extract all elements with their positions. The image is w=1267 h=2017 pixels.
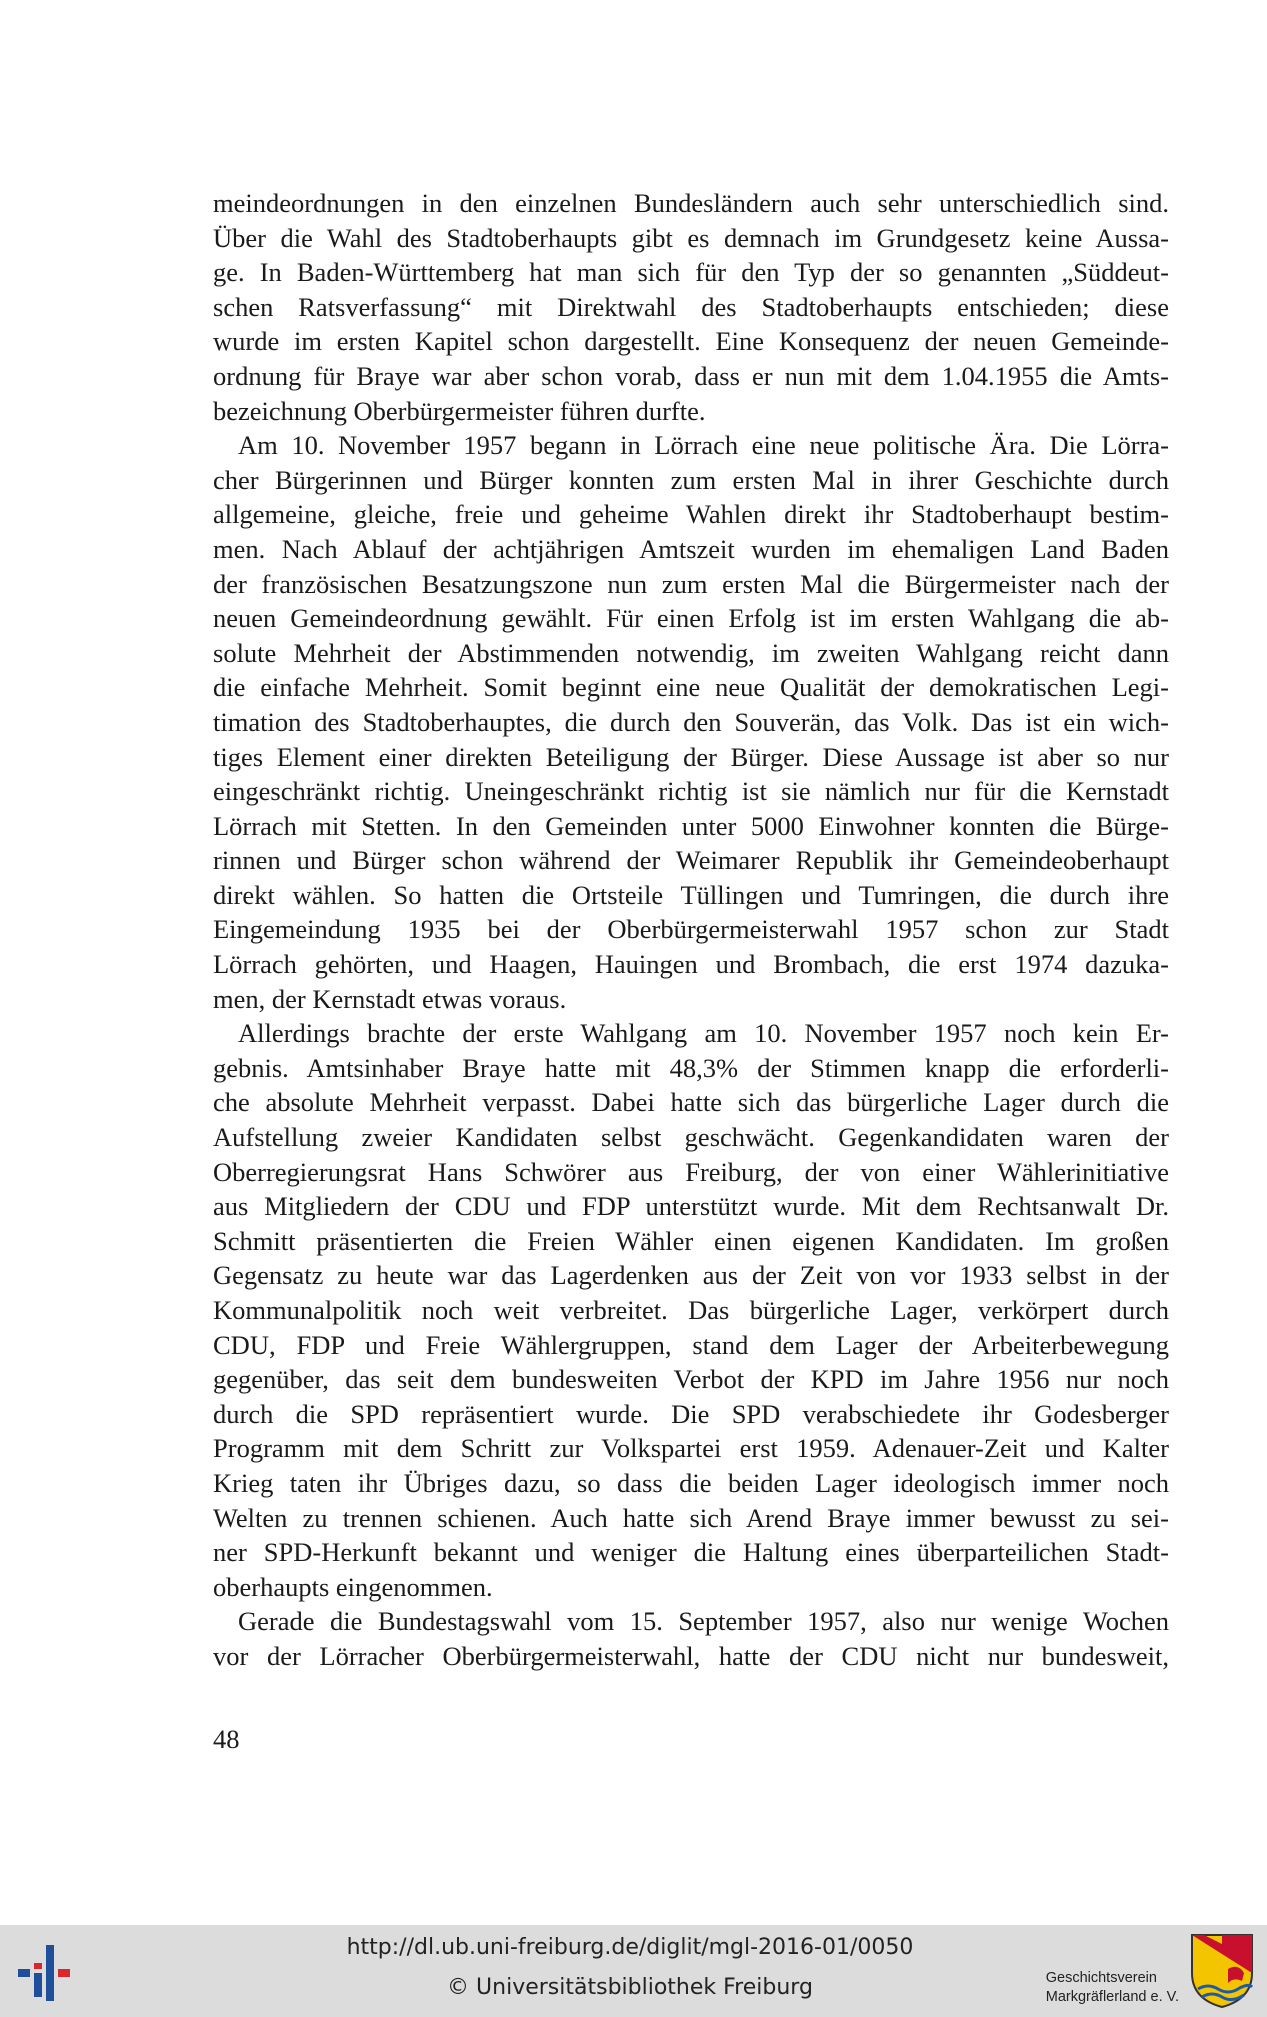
text-line: Welten zu trennen schienen. Auch hatte sich Arend Braye immer bewusst zu sei- [213, 1502, 1169, 1533]
text-line: CDU, FDP und Freie Wählergruppen, stand dem Lager der Arbeiterbewegung [213, 1329, 1169, 1360]
text-line: gebnis. Amtsinhaber Braye hatte mit 48,3% der Stimmen knapp die erforderli- [213, 1052, 1169, 1083]
text-line: Kommunalpolitik noch weit verbreitet. Das bürgerliche Lager, verkörpert durch [213, 1295, 1169, 1325]
page-number: 48 [213, 1724, 240, 1754]
text-line: Lörrach mit Stetten. In den Gemeinden unter 5000 Einwohner konnten die Bürge- [213, 810, 1169, 841]
text-line: tiges Element einer direkten Beteiligung der Bürger. Diese Aussage ist aber so nur [213, 741, 1169, 772]
text-line: Am 10. November 1957 begann in Lörrach eine neue politische Ära. Die Lörra- [238, 430, 1169, 461]
text-line: schen Ratsverfassung“ mit Direktwahl des Stadtoberhaupts entschieden; diese [213, 291, 1169, 322]
text-line: eingeschränkt richtig. Uneingeschränkt richtig ist sie nämlich nur für die Kernstadt [213, 776, 1169, 807]
text-line: Gegensatz zu heute war das Lagerdenken aus der Zeit von vor 1933 selbst in der [213, 1260, 1169, 1291]
society-name-line1: Geschichtsverein [1045, 1970, 1157, 1986]
text-line: der französischen Besatzungszone nun zum ersten Mal die Bürgermeister nach der [213, 568, 1169, 599]
text-line: Aufstellung zweier Kandidaten selbst geschwächt. Gegenkandidaten waren der [213, 1122, 1169, 1153]
text-line: men. Nach Ablauf der achtjährigen Amtszeit wurden im ehemaligen Land Baden [213, 533, 1169, 564]
text-line: allgemeine, gleiche, freie und geheime Wahlen direkt ihr Stadtoberhaupt bestim- [213, 499, 1169, 530]
text-line: timation des Stadtoberhauptes, die durch den Souverän, das Volk. Das ist ein wich- [213, 706, 1169, 737]
society-crest-icon [1190, 1933, 1254, 2009]
text-line: aus Mitgliedern der CDU und FDP unterstützt wurde. Mit dem Rechtsanwalt Dr. [213, 1191, 1169, 1222]
text-line: che absolute Mehrheit verpasst. Dabei hatte sich das bürgerliche Lager durch die [213, 1087, 1169, 1118]
body-text [213, 186, 1169, 1674]
digital-library-logo-icon [14, 1941, 82, 2005]
text-line: Schmitt präsentierten die Freien Wähler einen eigenen Kandidaten. Im großen [213, 1225, 1169, 1256]
text-line: solute Mehrheit der Abstimmenden notwendig, im zweiten Wahlgang reicht dann [213, 637, 1169, 668]
footer-bar [0, 1925, 1267, 2017]
text-line: Programm mit dem Schritt zur Volkspartei erst 1959. Adenauer-Zeit und Kalter [213, 1433, 1169, 1464]
text-line: Eingemeindung 1935 bei der Oberbürgermeisterwahl 1957 schon zur Stadt [213, 914, 1169, 945]
society-name-line2: Markgräflerland e. V. [1045, 1989, 1179, 2005]
text-line: neuen Gemeindeordnung gewählt. Für einen Erfolg ist im ersten Wahlgang die ab- [213, 603, 1169, 634]
text-line: ordnung für Braye war aber schon vorab, dass er nun mit dem 1.04.1955 die Amts- [213, 360, 1169, 391]
text-line: Krieg taten ihr Übriges dazu, so dass die beiden Lager ideologisch immer noch [213, 1467, 1169, 1498]
text-line: men, der Kernstadt etwas voraus. [213, 983, 567, 1014]
society-name [1046, 1969, 1179, 2007]
text-line: durch die SPD repräsentiert wurde. Die SPD verabschiedete ihr Godesberger [213, 1398, 1169, 1429]
text-line: direkt wählen. So hatten die Ortsteile Tüllingen und Tumringen, die durch ihre [213, 879, 1169, 910]
text-line: bezeichnung Oberbürgermeister führen durfte. [213, 395, 706, 426]
text-line: ner SPD-Herkunft bekannt und weniger die Haltung eines überparteilichen Stadt- [213, 1537, 1169, 1568]
text-line: Über die Wahl des Stadtoberhaupts gibt es demnach im Grundgesetz keine Aussa- [213, 222, 1169, 253]
text-line: Oberregierungsrat Hans Schwörer aus Freiburg, der von einer Wählerinitiative [213, 1156, 1169, 1187]
text-line: Gerade die Bundestagswahl vom 15. September 1957, also nur wenige Wochen [238, 1606, 1169, 1637]
text-line: oberhaupts eingenommen. [213, 1571, 493, 1602]
text-line: Allerdings brachte der erste Wahlgang am 10. November 1957 noch kein Er- [238, 1018, 1169, 1049]
text-line: wurde im ersten Kapitel schon dargestellt. Eine Konsequenz der neuen Gemeinde- [213, 326, 1169, 357]
text-line: die einfache Mehrheit. Somit beginnt eine neue Qualität der demokratischen Legi- [213, 672, 1169, 703]
text-line: ge. In Baden-Württemberg hat man sich für den Typ der so genannten „Süddeut- [213, 257, 1169, 288]
footer-copyright: © Universitätsbibliothek Freiburg [447, 1975, 813, 2000]
text-line: rinnen und Bürger schon während der Weimarer Republik ihr Gemeindeoberhaupt [213, 845, 1169, 876]
text-line: meindeordnungen in den einzelnen Bundesländern auch sehr unterschiedlich sind. [213, 188, 1169, 218]
text-line: gegenüber, das seit dem bundesweiten Verbot der KPD im Jahre 1956 nur noch [213, 1364, 1169, 1395]
text-line: cher Bürgerinnen und Bürger konnten zum ersten Mal in ihrer Geschichte durch [213, 464, 1169, 495]
text-line: Lörrach gehörten, und Haagen, Hauingen und Brombach, die erst 1974 dazuka- [213, 949, 1169, 980]
text-line: vor der Lörracher Oberbürgermeisterwahl, hatte der CDU nicht nur bundesweit, [213, 1640, 1169, 1671]
footer-url-link[interactable]: http://dl.ub.uni-freiburg.de/diglit/mgl-2016-01/0050 [346, 1935, 914, 1960]
